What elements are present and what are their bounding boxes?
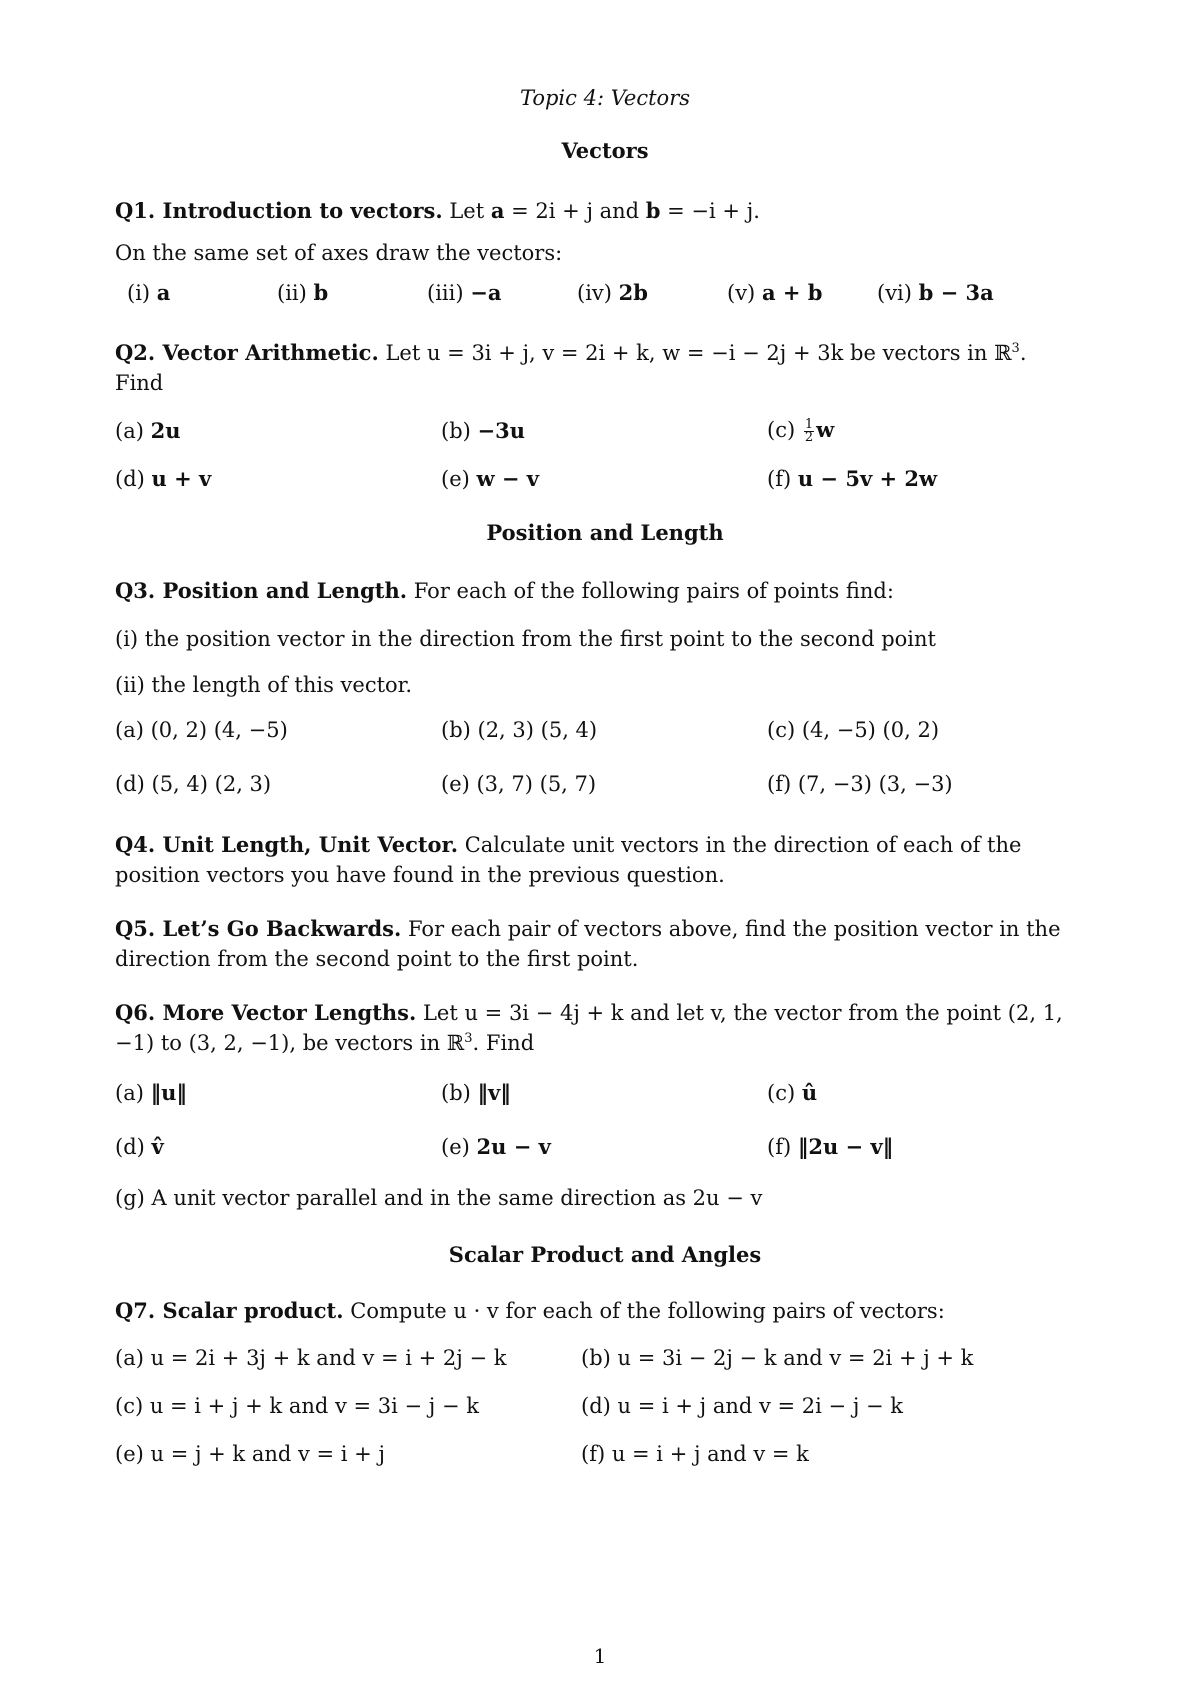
q3-item: (b) (2, 3) (5, 4)	[441, 718, 598, 742]
half-fraction: $\frac{1}{2}$	[804, 416, 814, 445]
q3-item: (a) (0, 2) (4, −5)	[115, 718, 288, 742]
q1-item: (i) a	[127, 279, 171, 305]
q2-item: (d) u + v	[115, 465, 212, 491]
q2: Q2. Vector Arithmetic. Let u = 3i + j, v = 2i + k, w = −i − 2j + 3k be vectors in ℝ$^3$. Find	[115, 340, 1027, 395]
q2-text: Let u = 3i + j, v = 2i + k, w = −i − 2j + 3k be vectors in ℝ	[385, 341, 1012, 365]
q7-item: (d) u = i + j and v = 2i − j − k	[581, 1394, 904, 1418]
q2-item: (f) u − 5v + 2w	[767, 465, 938, 491]
q2-item: (e) w − v	[441, 465, 539, 491]
q1-title: Q1. Introduction to vectors.	[115, 198, 443, 223]
q5	[115, 914, 1095, 974]
section-title-scalar-product: Scalar Product and Angles	[448, 1242, 762, 1267]
q3-item: (c) (4, −5) (0, 2)	[767, 718, 940, 742]
q1-item: (ii) b	[277, 279, 329, 305]
q6-item: (e) 2u − v	[441, 1133, 551, 1159]
q6-text: Let u = 3i − 4j + k and let v, the vector from the point (2, 1, −1) to (3, 2, −1), be vectors in ℝ	[115, 1001, 1063, 1055]
q1-eq2: = −i + j.	[660, 199, 760, 223]
q6-item: (b) ‖v‖	[441, 1079, 511, 1105]
q5-text: For each pair of vectors above, find the position vector in the direction from the second point to the first point.	[115, 917, 1061, 971]
q2-item: (a) 2u	[115, 417, 181, 443]
q4	[115, 830, 1095, 890]
q4-title: Q4. Unit Length, Unit Vector.	[115, 832, 459, 857]
q2-title: Q2. Vector Arithmetic.	[115, 340, 379, 365]
q2-item: (c) $\frac{1}{2}$ w	[767, 416, 835, 445]
q2-items-row-1	[115, 406, 1095, 454]
q1	[115, 196, 1095, 226]
q2-find: Find	[115, 371, 164, 395]
q1-item: (vi) b − 3a	[877, 279, 994, 305]
q3-items-row-2	[115, 760, 1095, 808]
q1-item: (v) a + b	[727, 279, 823, 305]
q6-item: (a) ‖u‖	[115, 1079, 187, 1105]
q6: Q6. More Vector Lengths. Let u = 3i − 4j + k and let v, the vector from the point (2, 1, −1) to (3, 2, −1), be vectors in ℝ$^3$. Find	[115, 1000, 1063, 1055]
q3-text: For each of the following pairs of points find:	[413, 579, 894, 603]
section-title-vectors: Vectors	[561, 138, 649, 163]
q7-item: (e) u = j + k and v = i + j	[115, 1442, 385, 1466]
q2-items-row-2	[115, 454, 1095, 502]
q1-b: b	[645, 198, 661, 223]
q1-item: (iii) −a	[427, 279, 502, 305]
q1-a: a	[490, 198, 505, 223]
q7-item: (b) u = 3i − 2j − k and v = 2i + j + k	[581, 1346, 974, 1370]
q6-item: (c) û	[767, 1079, 818, 1105]
q3-part-i: (i) the position vector in the direction from the first point to the second point	[115, 627, 936, 651]
q6-item: (f) ‖2u − v‖	[767, 1133, 894, 1159]
q3-item: (d) (5, 4) (2, 3)	[115, 772, 272, 796]
q6-items-row-2	[115, 1122, 1095, 1170]
q6-sup: 3	[464, 1031, 473, 1046]
q6-item: (d) v̂	[115, 1133, 164, 1159]
q1-lead: Let	[449, 199, 485, 223]
q1-instruction: On the same set of axes draw the vectors:	[115, 241, 563, 265]
q7-items-row-1	[115, 1334, 1095, 1382]
q7-title: Q7. Scalar product.	[115, 1298, 344, 1323]
q1-item: (iv) 2b	[577, 279, 648, 305]
running-head: Topic 4: Vectors	[519, 86, 691, 110]
page	[115, 78, 1095, 1478]
q1-items	[115, 268, 1095, 316]
q7-item: (a) u = 2i + 3j + k and v = i + 2j − k	[115, 1346, 507, 1370]
section-title-position-length: Position and Length	[486, 520, 724, 545]
q4-text: Calculate unit vectors in the direction of each of the position vectors you have found in the previous question.	[115, 833, 1022, 887]
q7-item: (f) u = i + j and v = k	[581, 1442, 809, 1466]
page-number: 1	[593, 1644, 607, 1668]
q3-item: (f) (7, −3) (3, −3)	[767, 772, 953, 796]
q1-eq1: = 2i + j and	[504, 199, 646, 223]
q2-item: (b) −3u	[441, 417, 525, 443]
q6-title: Q6. More Vector Lengths.	[115, 1000, 417, 1025]
q7	[115, 1296, 1095, 1326]
q3-title: Q3. Position and Length.	[115, 578, 408, 603]
q7-item: (c) u = i + j + k and v = 3i − j − k	[115, 1394, 479, 1418]
q6-items-row-1	[115, 1068, 1095, 1116]
q3-part-ii: (ii) the length of this vector.	[115, 673, 413, 697]
q5-title: Q5. Let’s Go Backwards.	[115, 916, 402, 941]
q7-items-row-3	[115, 1430, 1095, 1478]
q7-items-row-2	[115, 1382, 1095, 1430]
q6-part-g: (g) A unit vector parallel and in the same direction as 2u − v	[115, 1186, 763, 1210]
q7-text: Compute u · v for each of the following pairs of vectors:	[350, 1299, 945, 1323]
q3-items-row-1	[115, 706, 1095, 754]
q2-sup: 3	[1011, 341, 1020, 356]
q3	[115, 576, 1095, 606]
q3-item: (e) (3, 7) (5, 7)	[441, 772, 597, 796]
